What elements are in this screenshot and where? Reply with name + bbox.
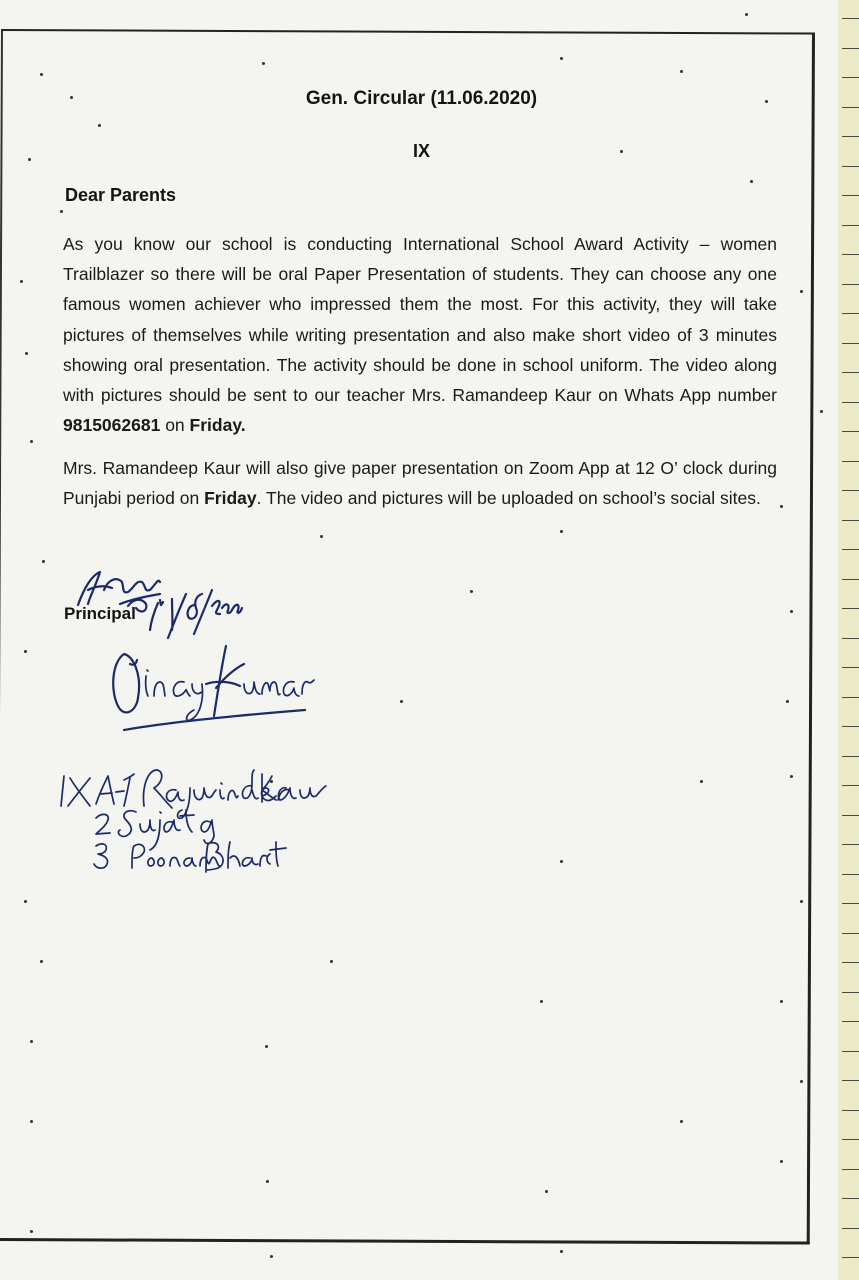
principal-date xyxy=(150,590,242,638)
presentation-day: Friday xyxy=(204,488,257,509)
paragraph-activity-text: As you know our school is conducting International School Award Activity – women Trailblazer so there will be oral Paper Presentation of students. They can choose any one famous women achiever who impressed them the most. For this activity, they will take pictures of themselves while writing presentation and also make short video of 3 minutes showing oral presentation. The activity should be done in school uniform. The video along with pictures should be sent to our teacher Mrs. Ramandeep Kaur on Whats App number xyxy=(63,234,777,406)
teacher-signature xyxy=(113,646,314,730)
paragraph-zoom-rest: . The video and pictures will be uploaded on school’s social sites. xyxy=(256,488,761,509)
principal-signature xyxy=(78,572,160,611)
whatsapp-number: 9815062681 xyxy=(63,415,161,436)
paragraph-zoom-text: Mrs. Ramandeep Kaur will also give paper presentation on Zoom App at 12 O’ clock during Punjabi period on xyxy=(63,458,777,509)
paragraph-activity-on: on xyxy=(160,415,190,436)
student-entry-1 xyxy=(61,770,326,818)
class-label: IX xyxy=(412,141,430,161)
submission-day: Friday. xyxy=(189,415,246,436)
student-entry-2 xyxy=(96,810,214,850)
student-entry-3 xyxy=(94,842,286,872)
salutation: Dear Parents xyxy=(65,185,177,205)
principal-label: Principal xyxy=(64,604,136,623)
circular-heading: Gen. Circular (11.06.2020) xyxy=(305,88,538,109)
